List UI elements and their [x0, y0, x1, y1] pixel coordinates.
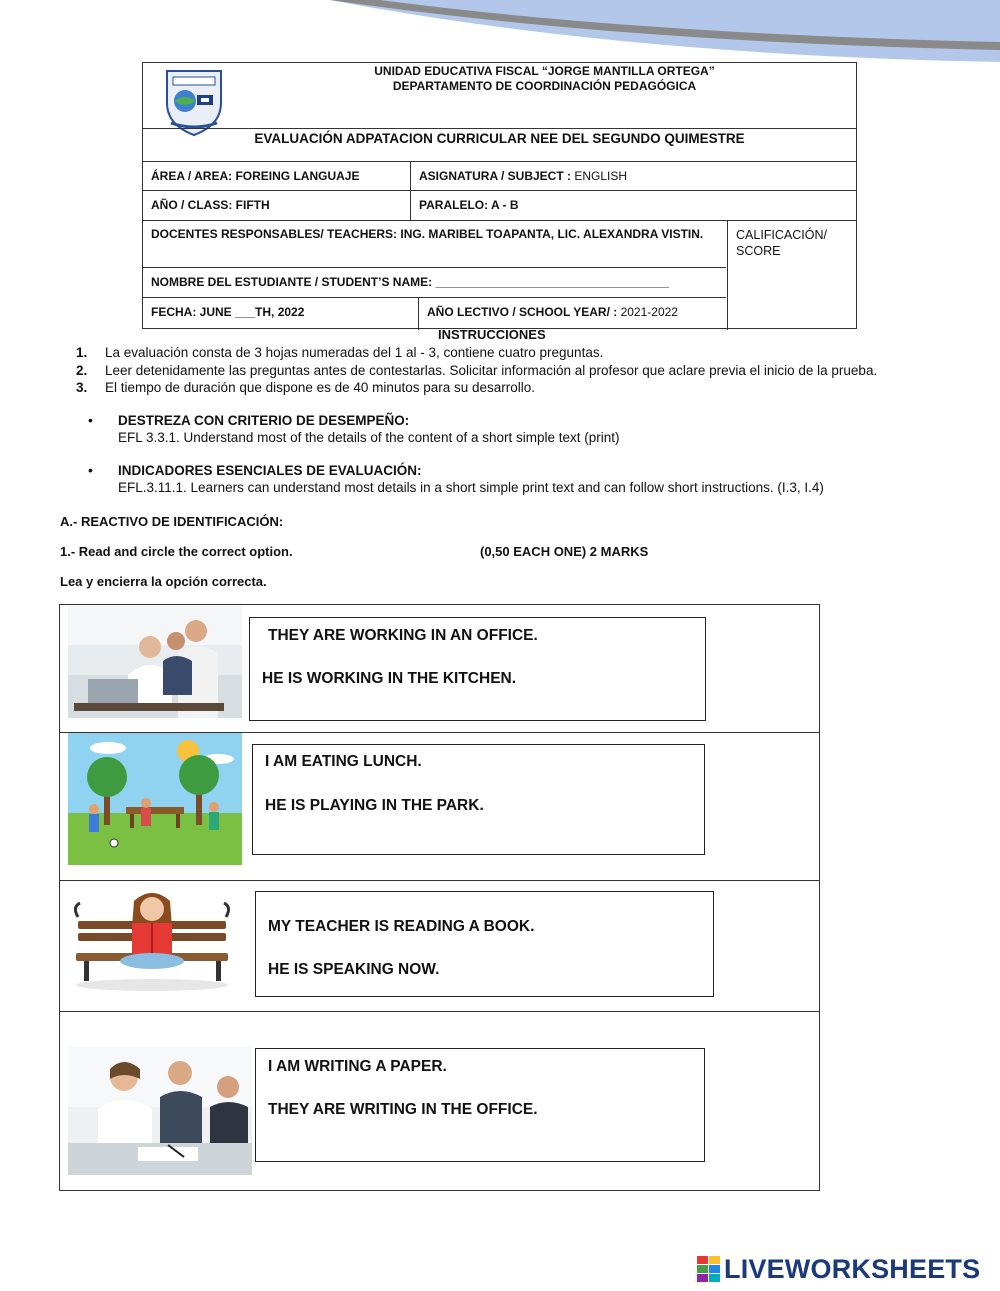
- student-name-field: NOMBRE DEL ESTUDIANTE / STUDENT’S NAME: ___________________________________: [151, 275, 670, 289]
- destreza-heading: DESTREZA CON CRITERIO DE DESEMPEÑO:: [118, 413, 410, 428]
- question-title: 1.- Read and circle the correct option.: [60, 544, 293, 559]
- option-b[interactable]: HE IS PLAYING IN THE PARK.: [265, 797, 484, 814]
- option-b[interactable]: HE IS SPEAKING NOW.: [268, 961, 440, 978]
- logo-blocks-icon: [697, 1256, 720, 1282]
- department-name: DEPARTAMENTO DE COORDINACIÓN PEDAGÓGICA: [392, 79, 697, 93]
- option-a[interactable]: THEY ARE WORKING IN AN OFFICE.: [268, 627, 538, 644]
- option-box: [255, 891, 714, 997]
- kids-in-park-image: [68, 733, 242, 865]
- destreza-text: EFL 3.3.1. Understand most of the details of the content of a short simple text (print): [118, 430, 620, 445]
- option-b[interactable]: HE IS WORKING IN THE KITCHEN.: [262, 670, 517, 687]
- instructions-list: [76, 344, 877, 397]
- area-field: ÁREA / AREA: FOREING LANGUAJE: [151, 169, 360, 183]
- woman-reading-image: [68, 887, 236, 995]
- instruction-item: 1. La evaluación consta de 3 hojas numeradas del 1 al - 3, contiene cuatro preguntas.: [76, 345, 604, 360]
- option-a[interactable]: I AM WRITING A PAPER.: [268, 1058, 447, 1075]
- liveworksheets-logo: [697, 1254, 980, 1284]
- school-logo-icon: [161, 65, 227, 137]
- score-label: CALIFICACIÓN/ SCORE: [736, 228, 827, 258]
- top-wave-decoration: [0, 0, 1000, 70]
- bullet-icon: •: [88, 462, 93, 478]
- bullet-icon: •: [88, 412, 93, 428]
- paralelo-field: PARALELO: A - B: [419, 198, 519, 212]
- school-name: UNIDAD EDUCATIVA FISCAL “JORGE MANTILLA ORTEGA”: [374, 64, 715, 78]
- exercise-table: [59, 604, 820, 1191]
- instruction-item: 2. Leer detenidamente las preguntas antes de contestarlas. Solicitar información al profesor que aclare previa el inicio de la prueba.: [76, 362, 878, 378]
- teachers-field: DOCENTES RESPONSABLES/ TEACHERS: ING. MARIBEL TOAPANTA, LIC. ALEXANDRA VISTIN.: [151, 227, 704, 241]
- question-subtitle: Lea y encierra la opción correcta.: [60, 574, 267, 589]
- instructions-title: INSTRUCCIONES: [438, 327, 546, 342]
- date-field: FECHA: JUNE ___TH, 2022: [151, 305, 305, 319]
- option-box: [255, 1048, 705, 1162]
- instruction-item: 3. El tiempo de duración que dispone es de 40 minutos para su desarrollo.: [76, 380, 536, 395]
- option-a[interactable]: I AM EATING LUNCH.: [265, 753, 422, 770]
- section-title: A.- REACTIVO DE IDENTIFICACIÓN:: [60, 514, 284, 529]
- subject-field: ASIGNATURA / SUBJECT : ENGLISH: [419, 169, 628, 183]
- indicadores-heading: INDICADORES ESENCIALES DE EVALUACIÓN:: [118, 463, 422, 478]
- option-box: [252, 744, 705, 855]
- option-b[interactable]: THEY ARE WRITING IN THE OFFICE.: [268, 1101, 538, 1118]
- question-marks: (0,50 EACH ONE) 2 MARKS: [480, 544, 649, 559]
- office-workers-image: [68, 605, 242, 718]
- class-field: AÑO / CLASS: FIFTH: [151, 198, 270, 212]
- exam-title: EVALUACIÓN ADPATACION CURRICULAR NEE DEL SEGUNDO QUIMESTRE: [254, 131, 745, 146]
- option-box: [249, 617, 706, 721]
- header-table: [142, 62, 857, 329]
- school-year-field: AÑO LECTIVO / SCHOOL YEAR/ : 2021-2022: [427, 305, 678, 319]
- brand-name: LIVEWORKSHEETS: [724, 1253, 981, 1284]
- option-a[interactable]: MY TEACHER IS READING A BOOK.: [268, 918, 535, 935]
- indicadores-text: EFL.3.11.1. Learners can understand most details in a short simple print text and can follow short instructions. (I.3, I.4): [118, 480, 824, 495]
- people-writing-image: [68, 1047, 252, 1175]
